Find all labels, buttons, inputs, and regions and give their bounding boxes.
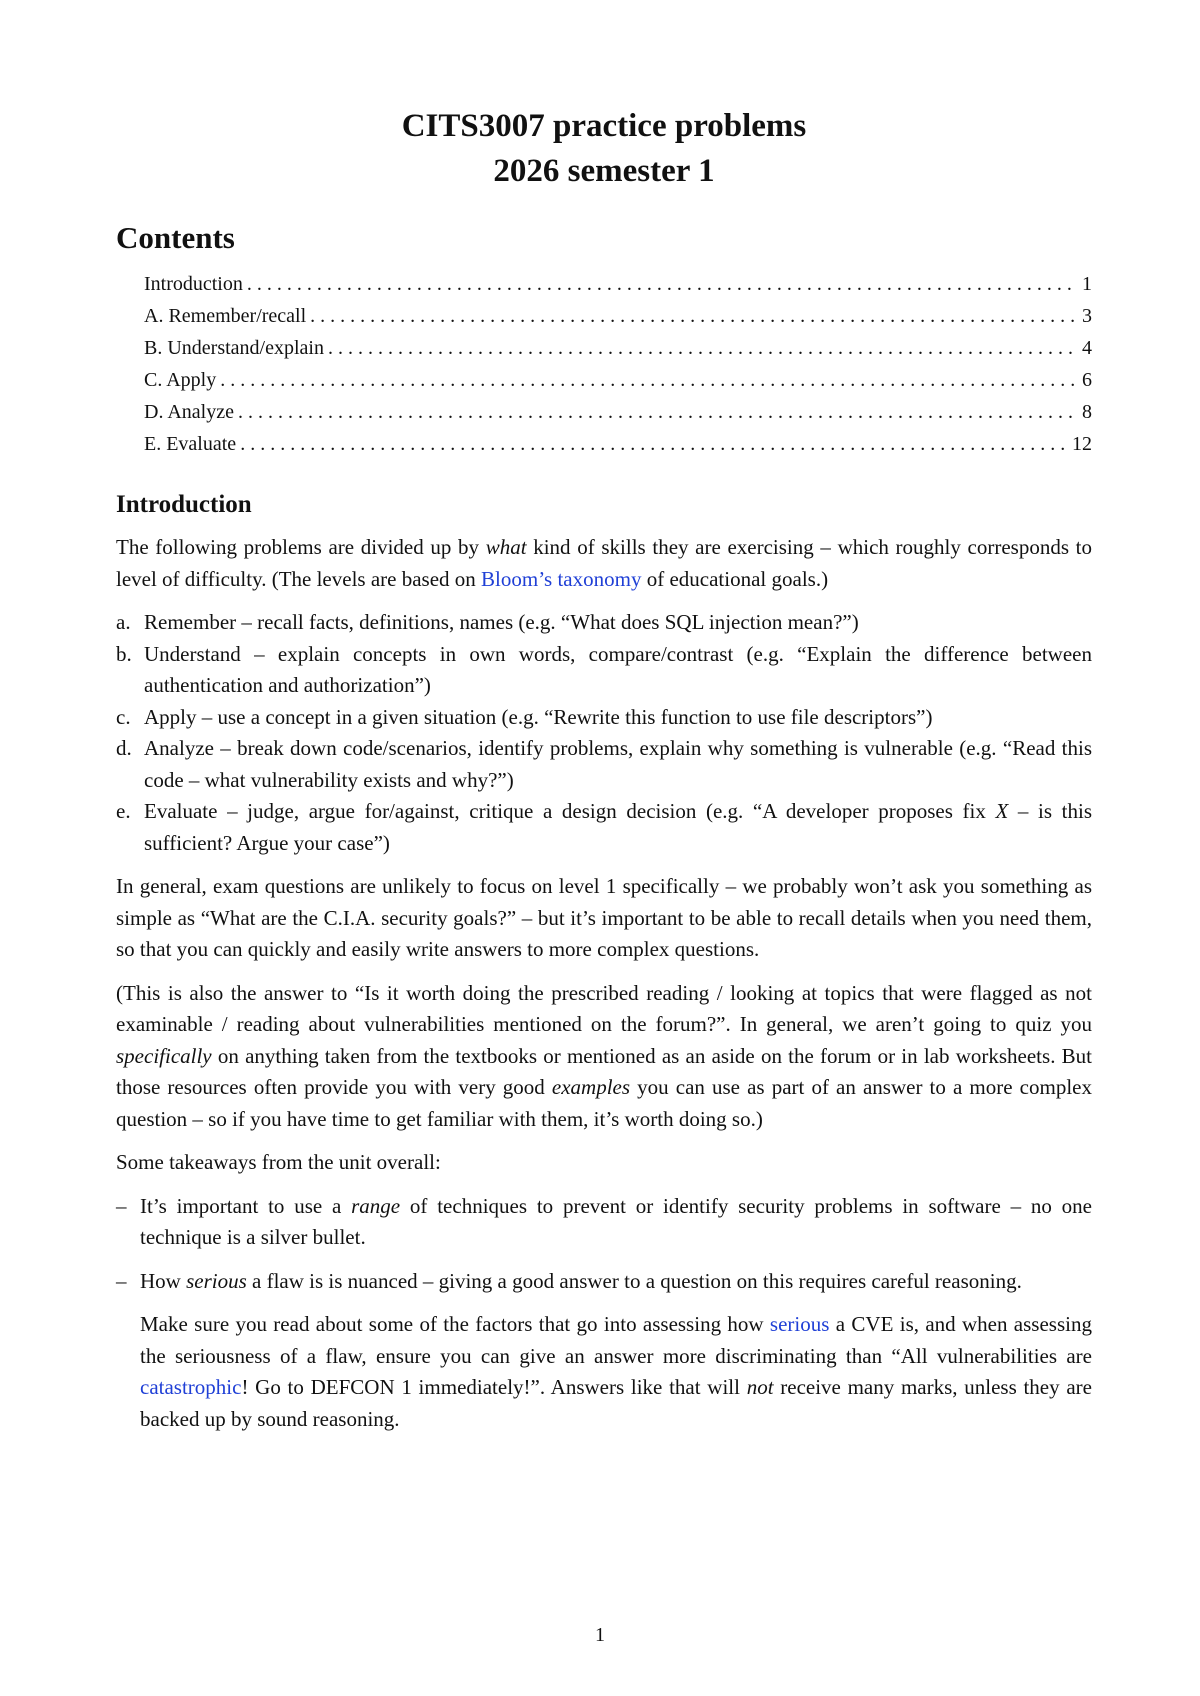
title-line-2: 2026 semester 1 xyxy=(493,152,715,189)
list-marker: c. xyxy=(116,704,131,729)
text-span: (This is also the answer to “Is it worth doing the prescribed reading / looking at topics that were flagged as not examinable / reading about vulnerabilities mentioned on the forum?”. In general, we aren’t going to quiz you xyxy=(116,980,1092,1037)
text-span: ! Go to DEFCON 1 immediately!”. Answers like that will xyxy=(241,1375,747,1400)
emphasis-range: range xyxy=(351,1193,401,1218)
list-item xyxy=(116,1266,1092,1448)
blooms-taxonomy-link[interactable]: Bloom’s taxonomy xyxy=(481,566,642,591)
toc-entry-label[interactable]: B. Understand/explain xyxy=(144,337,324,360)
toc-entry-page[interactable]: 12 xyxy=(1072,433,1092,456)
toc-entry-page[interactable]: 6 xyxy=(1082,369,1092,392)
takeaway-detail-paragraph xyxy=(140,1309,1092,1435)
list-marker: d. xyxy=(116,736,132,761)
list-item xyxy=(116,796,1092,859)
emphasis-specifically: specifically xyxy=(116,1043,212,1068)
list-item-text: Analyze – break down code/scenarios, identify problems, explain why something is vulnerable (e.g. “Read this code – what vulnerability exists and why?”) xyxy=(144,736,1092,792)
text-span: on anything taken from the textbooks or mentioned as an aside on the forum or in lab worksheets. But those resources often provide you with very good xyxy=(116,1043,1092,1100)
serious-link[interactable]: serious xyxy=(769,1312,830,1337)
emphasis-what: what xyxy=(485,535,527,560)
text-span: of techniques to prevent or identify security problems in software – no one technique is a silver bullet. xyxy=(140,1193,1092,1250)
toc-leader-dots xyxy=(240,428,1068,460)
dash-marker: – xyxy=(116,1193,127,1218)
toc-entry-evaluate[interactable] xyxy=(144,428,1092,460)
text-span: of educational goals.) xyxy=(641,566,829,591)
list-item xyxy=(116,702,1092,734)
toc-entry-label[interactable]: Introduction xyxy=(144,273,243,296)
text-span: a CVE is, and when assessing the seriousness of a flaw, ensure you can give an answer more discriminating than “All vulnerabilities are xyxy=(140,1312,1092,1368)
text-span: kind of skills they are exercising – which roughly corresponds to level of difficulty. (The levels are based on xyxy=(116,535,1093,591)
document-title xyxy=(116,104,1092,193)
list-item-text xyxy=(140,1266,1092,1448)
takeaways-list xyxy=(116,1191,1092,1448)
emphasis-examples: examples xyxy=(551,1075,631,1100)
toc-leader-dots xyxy=(220,364,1078,396)
text-span: a flaw is is nuanced – giving a good answer to a question on this requires careful reasoning. xyxy=(246,1268,1022,1293)
text-span: receive many marks, unless they are backed up by sound reasoning. xyxy=(140,1375,1092,1431)
toc-entry-label[interactable]: C. Apply xyxy=(144,369,217,392)
toc-entry-page[interactable]: 4 xyxy=(1082,337,1092,360)
table-of-contents xyxy=(144,268,1092,460)
list-item-text: Apply – use a concept in a given situation (e.g. “Rewrite this function to use file descriptors”) xyxy=(144,704,933,729)
list-item xyxy=(116,639,1092,702)
toc-entry-apply[interactable] xyxy=(144,364,1092,396)
toc-entry-remember[interactable] xyxy=(144,300,1092,332)
text-span: How xyxy=(140,1268,187,1293)
list-item xyxy=(116,607,1092,639)
toc-entry-label[interactable]: D. Analyze xyxy=(144,401,234,424)
intro-paragraph-4: Some takeaways from the unit overall: xyxy=(116,1150,441,1175)
list-marker: a. xyxy=(116,610,131,635)
toc-entry-label[interactable]: E. Evaluate xyxy=(144,433,237,456)
dash-marker: – xyxy=(116,1268,127,1293)
toc-entry-page[interactable]: 8 xyxy=(1082,401,1092,424)
takeaway-line xyxy=(140,1266,1092,1298)
text-span: Make sure you read about some of the factors that go into assessing how xyxy=(140,1312,770,1337)
list-item-text: Remember – recall facts, definitions, names (e.g. “What does SQL injection mean?”) xyxy=(144,610,859,635)
text-span: Evaluate – judge, argue for/against, critique a design decision (e.g. “A developer proposes fix xyxy=(144,799,996,824)
title-line-1: CITS3007 practice problems xyxy=(401,108,807,144)
catastrophic-link[interactable]: catastrophic xyxy=(140,1375,242,1400)
contents-heading: Contents xyxy=(116,220,235,256)
variable-x: X xyxy=(995,799,1009,824)
toc-entry-analyze[interactable] xyxy=(144,396,1092,428)
toc-leader-dots xyxy=(328,332,1078,364)
toc-leader-dots xyxy=(310,300,1078,332)
list-item xyxy=(116,1191,1092,1254)
list-marker: e. xyxy=(116,799,131,824)
toc-entry-label[interactable]: A. Remember/recall xyxy=(144,305,307,328)
text-span: The following problems are divided up by xyxy=(116,535,486,560)
list-marker: b. xyxy=(116,641,132,666)
toc-leader-dots xyxy=(238,396,1078,428)
emphasis-not: not xyxy=(746,1375,774,1400)
list-item-text: Understand – explain concepts in own words, compare/contrast (e.g. “Explain the difference between authentication and authorization”) xyxy=(144,641,1092,698)
introduction-heading: Introduction xyxy=(116,491,252,519)
toc-entry-understand[interactable] xyxy=(144,332,1092,364)
toc-leader-dots xyxy=(247,268,1078,300)
text-span: you can use as part of an answer to a more complex question – so if you have time to get familiar with them, it’s worth doing so.) xyxy=(116,1075,1092,1131)
skill-levels-list xyxy=(116,607,1092,859)
toc-entry-page[interactable]: 3 xyxy=(1082,305,1092,328)
intro-paragraph-2: In general, exam questions are unlikely to focus on level 1 specifically – we probably won’t ask you something as simple as “What are the C.I.A. security goals?” – but it’s important to be able to recall details when you need them, so that you can quickly and easily write answers to more complex questions. xyxy=(116,874,1092,962)
intro-paragraph-1 xyxy=(116,532,1092,595)
text-span: – is this sufficient? Argue your case”) xyxy=(144,799,1092,855)
text-span: It’s important to use a xyxy=(140,1193,352,1218)
list-item-text xyxy=(144,796,1092,859)
page-number: 1 xyxy=(595,1624,605,1646)
emphasis-serious: serious xyxy=(186,1268,247,1293)
list-item xyxy=(116,733,1092,796)
toc-entry-introduction[interactable] xyxy=(144,268,1092,300)
toc-entry-page[interactable]: 1 xyxy=(1082,273,1092,296)
list-item-text xyxy=(140,1191,1092,1254)
intro-paragraph-3 xyxy=(116,978,1092,1136)
